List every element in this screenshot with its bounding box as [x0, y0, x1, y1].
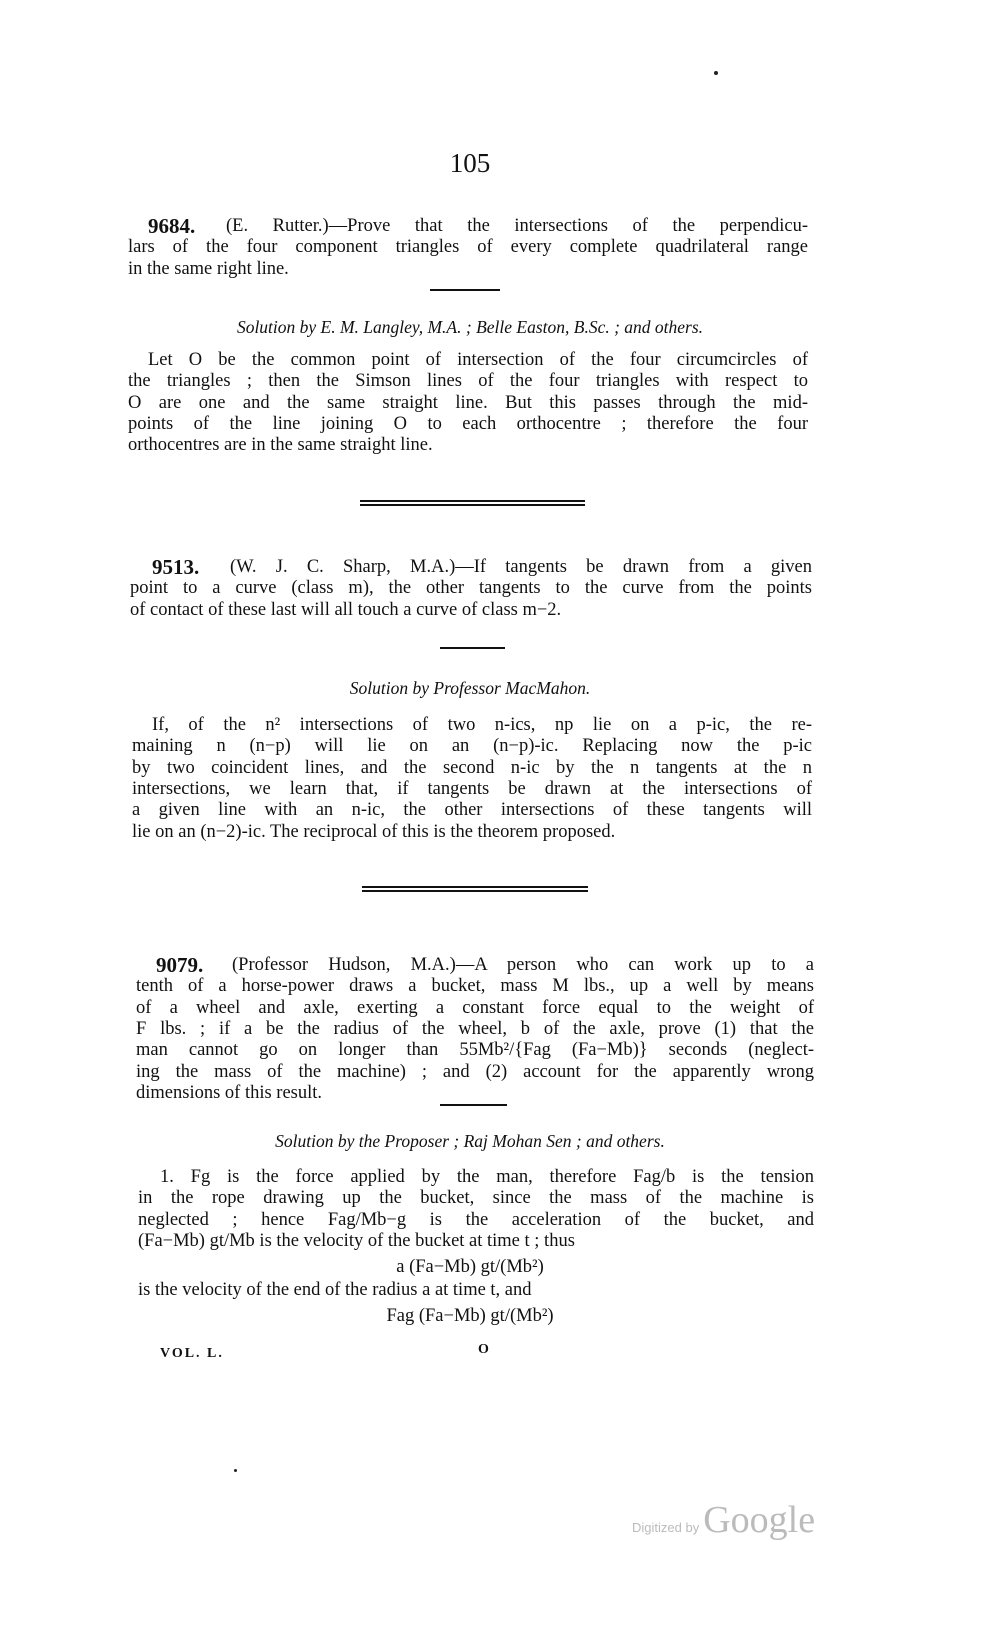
solution-formula: a (Fa−Mb) gt/(Mb²) [396, 1257, 544, 1278]
problem-number: 9079. [156, 953, 204, 977]
solution-line: points of the line joining O to each orthocentre ; therefore the four [128, 413, 808, 434]
divider-rule [430, 289, 500, 291]
problem-statement-line: man cannot go on longer than 55Mb²/{Fag (Fa−Mb)} seconds (neglect- [136, 1040, 814, 1061]
problem-statement-line: (W. J. C. Sharp, M.A.)—If tangents be drawn from a given [230, 557, 812, 577]
section-double-rule [362, 886, 588, 892]
solution-heading: Solution by E. M. Langley, M.A. ; Belle Easton, B.Sc. ; and others. [236, 317, 704, 337]
watermark-brand: Google [703, 1499, 816, 1541]
solution-line: a given line with an n-ic, the other intersections of these tangents will [132, 800, 812, 821]
volume-label: VOL. L. [160, 1346, 224, 1361]
solution-line: is the velocity of the end of the radius a at time t, and [138, 1279, 532, 1300]
solution-line: orthocentres are in the same straight line. [128, 435, 433, 456]
problem-statement-line: of a wheel and axle, exerting a constant force equal to the weight of [136, 997, 814, 1018]
page-number: 105 [449, 148, 491, 178]
problem-statement-line: lars of the four component triangles of every complete quadrilateral range [128, 237, 808, 258]
divider-rule [440, 647, 505, 649]
speck [234, 1469, 237, 1472]
problem-statement-line: of contact of these last will all touch a curve of class m−2. [130, 599, 562, 620]
problem-statement-line: (Professor Hudson, M.A.)—A person who can work up to a [232, 955, 814, 975]
problem-number: 9513. [152, 555, 200, 579]
watermark-prefix: Digitized by [632, 1520, 700, 1535]
solution-line: If, of the n² intersections of two n-ics, np lie on a p-ic, the re- [152, 715, 812, 735]
solution-line: (Fa−Mb) gt/Mb is the velocity of the bucket at time t ; thus [138, 1230, 575, 1251]
problem-statement-line: tenth of a horse-power draws a bucket, mass M lbs., up a well by means [136, 976, 814, 997]
solution-line: maining n (n−p) will lie on an (n−p)-ic. Replacing now the p-ic [132, 736, 812, 757]
divider-rule [440, 1104, 507, 1106]
problem-number: 9684. [148, 214, 196, 238]
solution-line: by two coincident lines, and the second n-ic by the n tangents at the n [132, 757, 812, 778]
problem-statement-line: dimensions of this result. [136, 1082, 323, 1103]
problem-statement-line: (E. Rutter.)—Prove that the intersections of the perpendicu- [226, 216, 808, 236]
solution-formula: Fag (Fa−Mb) gt/(Mb²) [386, 1306, 554, 1327]
problem-statement-line: ing the mass of the machine) ; and (2) account for the apparently wrong [136, 1061, 814, 1082]
solution-line: in the rope drawing up the bucket, since the mass of the machine is [138, 1188, 814, 1209]
problem-statement-line: point to a curve (class m), the other tangents to the curve from the points [130, 578, 812, 599]
solution-heading: Solution by the Proposer ; Raj Mohan Sen ; and others. [275, 1131, 665, 1151]
solution-line: Let O be the common point of intersection of the four circumcircles of [148, 350, 808, 370]
speck [714, 71, 718, 75]
solution-heading: Solution by Professor MacMahon. [349, 678, 591, 698]
solution-line: intersections, we learn that, if tangents be drawn at the intersections of [132, 778, 812, 799]
google-watermark [632, 1498, 815, 1542]
solution-line: the triangles ; then the Simson lines of the four triangles with respect to [128, 371, 808, 392]
section-double-rule [360, 500, 585, 506]
solution-line: 1. Fg is the force applied by the man, therefore Fag/b is the tension [160, 1167, 814, 1187]
signature-mark: O [478, 1342, 491, 1357]
problem-statement-line: in the same right line. [128, 258, 289, 279]
solution-line: neglected ; hence Fag/Mb−g is the acceleration of the bucket, and [138, 1209, 814, 1230]
solution-line: lie on an (n−2)-ic. The reciprocal of this is the theorem proposed. [132, 821, 616, 842]
problem-statement-line: F lbs. ; if a be the radius of the wheel, b of the axle, prove (1) that the [136, 1018, 814, 1039]
solution-line: O are one and the same straight line. But this passes through the mid- [128, 392, 808, 413]
